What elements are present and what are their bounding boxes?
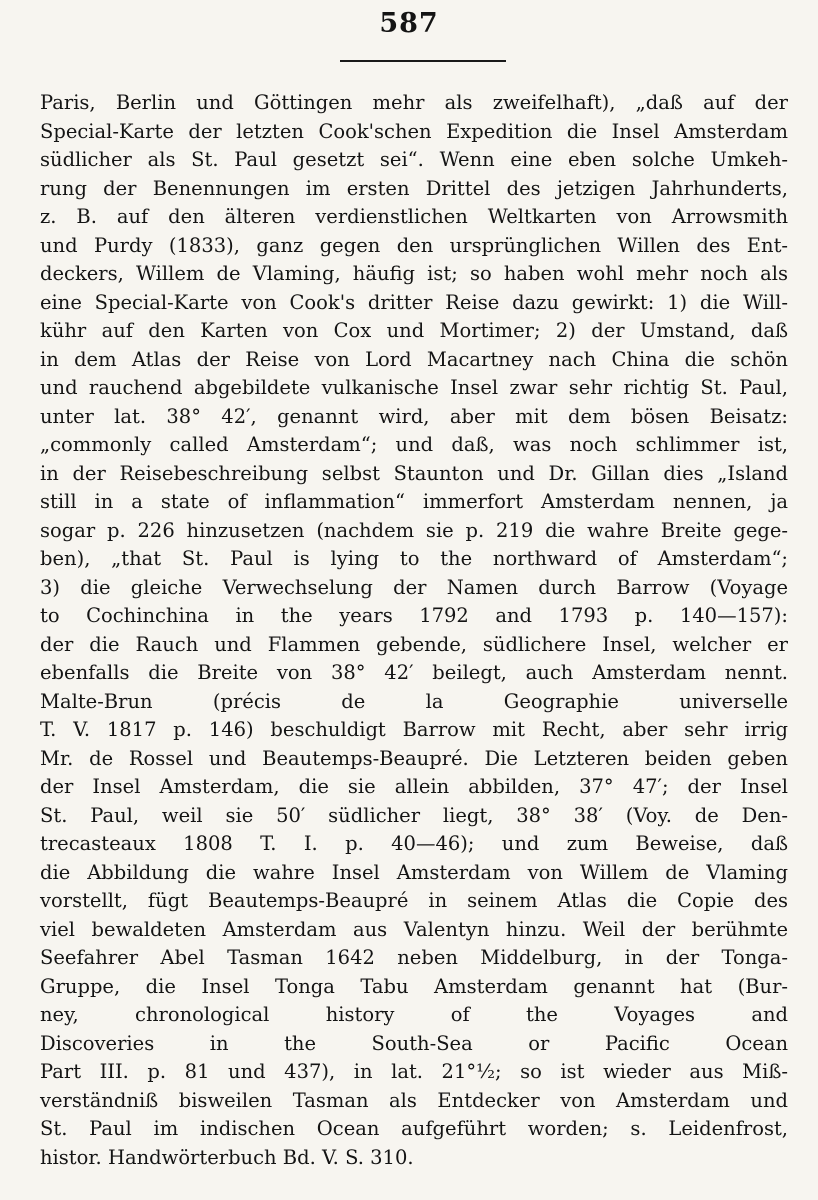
text-line: Part III. p. 81 und 437), in lat. 21°½; so ist wieder aus Miß- [40, 1060, 788, 1083]
text-line: histor. Handwörterbuch Bd. V. S. 310. [40, 1145, 414, 1169]
text-line: verständniß bisweilen Tasman als Entdecker von Amsterdam und [40, 1088, 788, 1112]
text-line: eine Special-Karte von Cook's dritter Reise dazu gewirkt: 1) die Will- [40, 290, 788, 314]
text-line: Mr. de Rossel und Beautemps-Beaupré. Die Letzteren beiden geben [40, 746, 788, 770]
text-line: und rauchend abgebildete vulkanische Insel zwar sehr richtig St. Paul, [40, 376, 788, 399]
text-line: ney, chronological history of the Voyages and [40, 1003, 788, 1026]
text-line: still in a state of inflammation“ immerfort Amsterdam nennen, ja [40, 490, 788, 513]
text-line: z. B. auf den älteren verdienstlichen Weltkarten von Arrowsmith [40, 205, 788, 228]
text-line: südlicher als St. Paul gesetzt sei“. Wenn eine eben solche Umkeh- [40, 148, 788, 171]
text-line: Special-Karte der letzten Cook'schen Expedition die Insel Amsterdam [40, 119, 788, 143]
text-line: und Purdy (1833), ganz gegen den ursprünglichen Willen des Ent- [40, 233, 788, 257]
text-line: der Insel Amsterdam, die sie allein abbilden, 37° 47′; der Insel [40, 775, 788, 798]
text-line: Gruppe, die Insel Tonga Tabu Amsterdam genannt hat (Bur- [40, 974, 788, 998]
text-line: Paris, Berlin und Göttingen mehr als zweifelhaft), „daß auf der [40, 91, 788, 114]
text-line: trecasteaux 1808 T. I. p. 40—46); und zum Beweise, daß [40, 832, 788, 855]
text-line: in der Reisebeschreibung selbst Staunton und Dr. Gillan dies „Island [40, 461, 788, 485]
text-line: sogar p. 226 hinzusetzen (nachdem sie p. 219 die wahre Breite gege- [40, 518, 788, 542]
text-line: unter lat. 38° 42′, genannt wird, aber mit dem bösen Beisatz: [40, 404, 788, 428]
text-line: St. Paul, weil sie 50′ südlicher liegt, 38° 38′ (Voy. de Den- [40, 803, 788, 827]
text-line: ben), „that St. Paul is lying to the northward of Amsterdam“; [40, 547, 788, 570]
text-line: deckers, Willem de Vlaming, häufig ist; so haben wohl mehr noch als [40, 262, 788, 285]
text-line: Malte-Brun (précis de la Geographie universelle [40, 689, 788, 713]
text-line: Discoveries in the South-Sea or Pacific Ocean [40, 1031, 788, 1055]
text-line: kühr auf den Karten von Cox und Mortimer; 2) der Umstand, daß [40, 319, 788, 342]
body-text [40, 89, 788, 1172]
text-line: 3) die gleiche Verwechselung der Namen durch Barrow (Voyage [40, 575, 788, 599]
text-line: der die Rauch und Flammen gebende, südlichere Insel, welcher er [40, 632, 788, 656]
header-rule [340, 60, 506, 62]
text-line: „commonly called Amsterdam“; und daß, was noch schlimmer ist, [40, 433, 788, 456]
page-number: 587 [379, 8, 439, 39]
text-line: vorstellt, fügt Beautemps-Beaupré in seinem Atlas die Copie des [40, 889, 788, 912]
text-line: in dem Atlas der Reise von Lord Macartney nach China die schön [40, 347, 788, 371]
text-line: to Cochinchina in the years 1792 and 1793 p. 140—157): [40, 604, 788, 627]
text-line: T. V. 1817 p. 146) beschuldigt Barrow mit Recht, aber sehr irrig [40, 718, 788, 741]
text-line: viel bewaldeten Amsterdam aus Valentyn hinzu. Weil der berühmte [40, 917, 788, 941]
text-line: Seefahrer Abel Tasman 1642 neben Middelburg, in der Tonga- [40, 946, 788, 969]
text-line: ebenfalls die Breite von 38° 42′ beilegt, auch Amsterdam nennt. [40, 661, 788, 684]
text-line: rung der Benennungen im ersten Drittel des jetzigen Jahrhunderts, [40, 176, 788, 200]
text-line: St. Paul im indischen Ocean aufgeführt worden; s. Leidenfrost, [40, 1117, 788, 1140]
text-line: die Abbildung die wahre Insel Amsterdam von Willem de Vlaming [40, 860, 788, 884]
